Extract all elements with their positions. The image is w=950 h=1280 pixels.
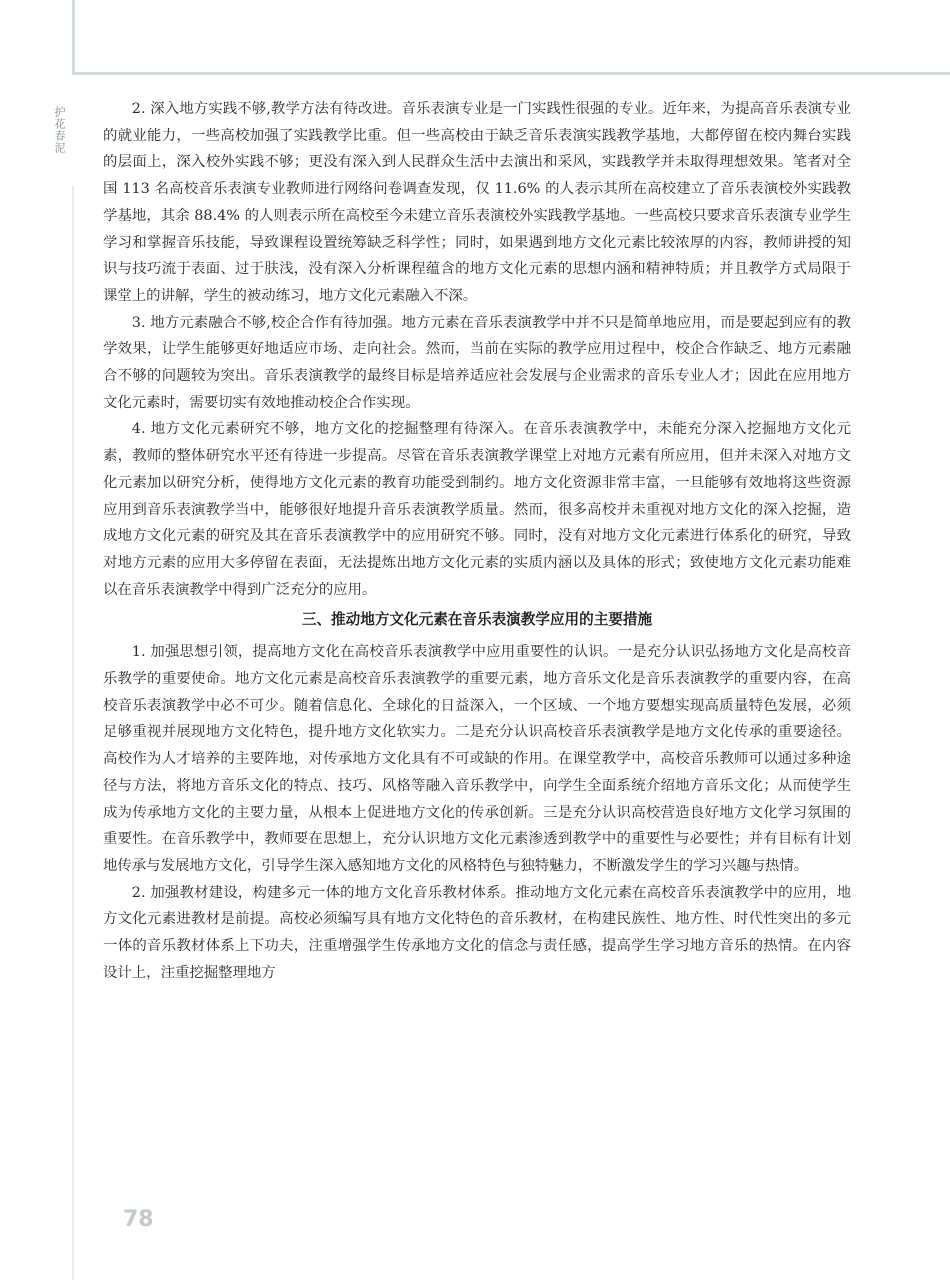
paragraph-guidance: 1. 加强思想引领，提高地方文化在高校音乐表演教学中应用重要性的认识。一是充分认识弘扬地方文化是高校音乐教学的重要使命。地方文化元素是高校音乐表演教学的重要元素，地方音乐文化是音乐表演教学的重要内容，在高校音乐表演教学中必不可少。随着信息化、全球化的日益深入，一个区域、一个地方要想实现高质量特色发展，必须足够重视并展现地方文化特色，提升地方文化软实力。二是充分认识高校音乐表演教学是地方文化传承的重要途径。高校作为人才培养的主要阵地，对传承地方文化具有不可或缺的作用。在课堂教学中，高校音乐教师可以通过多种途径与方法，将地方音乐文化的特点、技巧、风格等融入音乐教学中，向学生全面系统介绍地方音乐文化；从而使学生成为传承地方文化的主要力量，从根本上促进地方文化的传承创新。三是充分认识高校营造良好地方文化学习氛围的重要性。在音乐教学中，教师要在思想上，充分认识地方文化元素渗透到教学中的重要性与必要性；并有目标有计划地传承与发展地方文化，引导学生深入感知地方文化的风格特色与独特魅力，不断激发学生的学习兴趣与热情。 bbox=[103, 644, 851, 874]
paragraph-cooperation: 3. 地方元素融合不够,校企合作有待加强。地方元素在音乐表演教学中并不只是简单地应用，而是要起到应有的教学效果，让学生能够更好地适应市场、走向社会。然而，当前在实际的教学应用过程中，校企合作缺乏、地方元素融合不够的问题较为突出。音乐表演教学的最终目标是培养适应社会发展与企业需求的音乐专业人才；因此在应用地方文化元素时，需要切实有效地推动校企合作实现。 bbox=[103, 314, 851, 411]
column-label: 护花春泥 bbox=[53, 106, 66, 154]
margin-rule bbox=[72, 186, 74, 1280]
section-heading: 三、推动地方文化元素在音乐表演教学应用的主要措施 bbox=[301, 611, 653, 629]
page-number: 78 bbox=[123, 1207, 154, 1232]
paragraph-textbook: 2. 加强教材建设，构建多元一体的地方文化音乐教材体系。推动地方文化元素在高校音乐表演教学中的应用，地方文化元素进教材是前提。高校必须编写具有地方文化特色的音乐教材，在构建民族性、地方性、时代性突出的多元一体的音乐教材体系上下功夫，注重增强学生传承地方文化的信念与责任感，提高学生学习地方音乐的热情。在内容设计上，注重挖掘整理地方 bbox=[103, 884, 851, 981]
header-horizontal-rule bbox=[72, 72, 950, 75]
article-body bbox=[103, 96, 851, 987]
paragraph-research: 4. 地方文化元素研究不够，地方文化的挖掘整理有待深入。在音乐表演教学中，未能充分深入挖掘地方文化元素，教师的整体研究水平还有待进一步提高。尽管在音乐表演教学课堂上对地方元素有所应用，但并未深入对地方文化元素加以研究分析，使得地方文化元素的教育功能受到制约。地方文化资源非常丰富，一旦能够有效地将这些资源应用到音乐表演教学当中，能够很好地提升音乐表演教学质量。然而，很多高校并未重视对地方文化的深入挖掘，造成地方文化元素的研究及其在音乐表演教学中的应用研究不够。同时，没有对地方文化元素进行体系化的研究，导致对地方元素的应用大多停留在表面，无法提炼出地方文化元素的实质内涵以及具体的形式；致使地方文化元素功能难以在音乐表演教学中得到广泛充分的应用。 bbox=[103, 421, 851, 598]
paragraph-practice: 2. 深入地方实践不够,教学方法有待改进。音乐表演专业是一门实践性很强的专业。近年来，为提高音乐表演专业的就业能力，一些高校加强了实践教学比重。但一些高校由于缺乏音乐表演实践教学基地，大都停留在校内舞台实践的层面上，深入校外实践不够；更没有深入到人民群众生活中去演出和采风，实践教学并未取得理想效果。笔者对全国 113 名高校音乐表演专业教师进行网络问卷调查发现，仅 11.6% 的人表示其所在高校建立了音乐表演校外实践教学基地，其余 88.4% 的人则表示所在高校至今未建立音乐表演校外实践教学基地。一些高校只要求音乐表演专业学生学习和掌握音乐技能，导致课程设置统筹缺乏科学性；同时，如果遇到地方文化元素比较浓厚的内容，教师讲授的知识与技巧流于表面、过于肤浅，没有深入分析课程蕴含的地方文化元素的思想内涵和精神特质；并且教学方式局限于课堂上的讲解，学生的被动练习，地方文化元素融入不深。 bbox=[103, 101, 851, 304]
header-vertical-rule bbox=[72, 0, 75, 75]
